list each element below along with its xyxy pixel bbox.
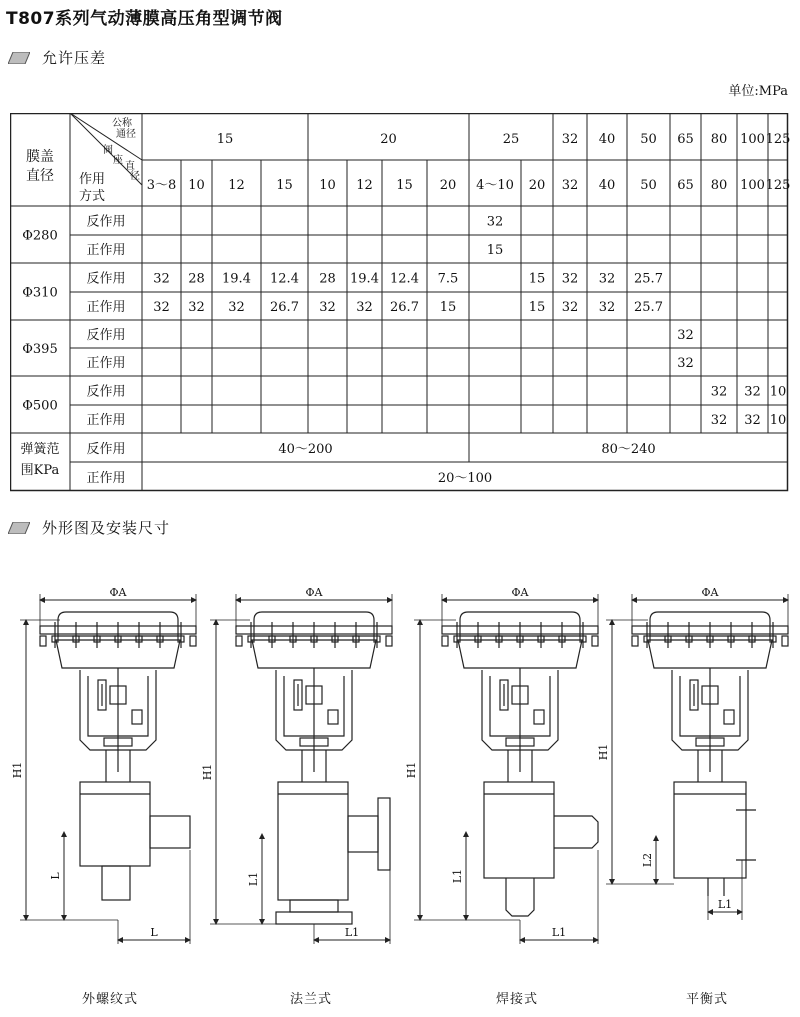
pressure-value: 12.4 (390, 271, 419, 287)
spring-range: 40～200 (278, 442, 333, 457)
seat-size: 10 (188, 178, 205, 193)
dim-H1: H1 (405, 761, 418, 779)
seat-size: 10 (319, 178, 336, 193)
pressure-value: 32 (677, 356, 694, 371)
caption-balanced: 平衡式 (686, 992, 729, 1007)
nominal-size: 40 (598, 132, 616, 147)
section-heading-pressure (8, 47, 106, 68)
diag-label: 径 (130, 171, 140, 182)
side-bolt (40, 636, 46, 646)
drawing-welded (405, 586, 598, 944)
side-bolt (782, 636, 788, 646)
bottom-weld-end (506, 878, 534, 916)
dim-phiA: ΦA (305, 586, 323, 599)
valve-body (674, 782, 746, 878)
pressure-value: 32 (744, 384, 761, 400)
pressure-value: 32 (710, 384, 728, 400)
nominal-size: 25 (502, 132, 520, 147)
bottom-neck (290, 900, 338, 912)
valve-body (484, 782, 554, 878)
header-diameter: 直径 (26, 168, 54, 184)
pressure-value: 15 (439, 300, 457, 315)
seat-size: 32 (561, 178, 579, 193)
dim-phiA: ΦA (701, 586, 719, 599)
side-bolt (236, 636, 242, 646)
seat-size: 65 (677, 178, 694, 193)
action-type: 正作用 (86, 243, 126, 258)
pressure-value: 32 (486, 214, 504, 230)
drawing-threaded (11, 586, 196, 944)
nominal-size: 65 (677, 132, 694, 147)
dim-L1: L1 (451, 868, 464, 884)
pressure-value: 19.4 (222, 271, 251, 287)
pressure-value: 28 (319, 271, 336, 287)
pressure-value: 32 (153, 271, 170, 287)
pressure-value: 15 (528, 300, 546, 315)
header-membrane: 膜盖 (26, 149, 54, 165)
membrane-diameter: Φ280 (22, 228, 58, 244)
pressure-value: 15 (528, 271, 546, 287)
dim-L1: L1 (717, 898, 733, 911)
valve-drawings (0, 560, 800, 980)
seat-size: 3～8 (146, 178, 177, 193)
action-type: 反作用 (86, 442, 126, 457)
dim-L: L (150, 926, 158, 939)
side-bolt (592, 636, 598, 646)
spring-range: 20～100 (437, 471, 493, 486)
action-type: 反作用 (86, 384, 126, 400)
side-port-threaded (150, 816, 190, 848)
pressure-value: 12.4 (270, 271, 299, 287)
pressure-value: 15 (486, 243, 504, 258)
parallelogram-icon (8, 52, 30, 64)
seat-size: 80 (710, 178, 728, 193)
nominal-size: 32 (561, 132, 579, 147)
nominal-size: 15 (216, 132, 234, 147)
parallelogram-icon (8, 522, 30, 534)
dim-H1: H1 (597, 743, 610, 761)
nominal-size: 100 (740, 132, 765, 147)
indicator (132, 710, 142, 724)
pressure-value: 25.7 (634, 271, 663, 287)
bottom-flange (276, 912, 352, 924)
action-type: 正作用 (86, 471, 126, 486)
seat-size: 15 (396, 178, 413, 193)
seat-size: 12 (356, 178, 373, 193)
section-title: 外形图及安装尺寸 (42, 519, 171, 537)
pressure-value: 32 (188, 300, 205, 315)
spring-range: 80～240 (601, 442, 656, 457)
pressure-value: 32 (228, 300, 245, 315)
dim-L1: L1 (247, 871, 260, 887)
seat-size: 100 (740, 178, 765, 193)
pressure-value: 19.4 (350, 271, 379, 287)
side-weld-end (554, 816, 598, 848)
action-type: 反作用 (86, 214, 126, 230)
caption-flanged: 法兰式 (290, 992, 333, 1007)
seat-size: 15 (276, 178, 293, 193)
pressure-value: 25.7 (634, 300, 663, 315)
action-type: 反作用 (86, 328, 126, 343)
seat-size: 125 (765, 178, 791, 193)
diag-label: 作用 (78, 172, 106, 187)
side-flange (378, 798, 390, 870)
seat-size: 50 (640, 178, 657, 193)
nominal-size: 125 (765, 132, 791, 147)
dim-L1: L1 (344, 926, 360, 939)
pressure-value: 32 (710, 413, 728, 428)
pressure-value: 26.7 (270, 300, 299, 315)
seat-size: 20 (439, 178, 457, 193)
drawing-balanced (597, 586, 788, 920)
drawing-flanged (201, 586, 392, 944)
pressure-value: 32 (598, 271, 616, 287)
side-bolt (632, 636, 638, 646)
action-type: 正作用 (86, 300, 126, 315)
caption-threaded: 外螺纹式 (82, 992, 139, 1007)
dim-H1: H1 (201, 763, 214, 781)
action-type: 反作用 (86, 271, 126, 287)
diag-label: 阀 (103, 145, 113, 156)
dim-L: L (49, 872, 62, 880)
membrane-diameter: Φ500 (22, 398, 58, 414)
dim-phiA: ΦA (109, 586, 127, 599)
pressure-value: 32 (598, 300, 616, 315)
indicator (724, 710, 734, 724)
dim-L2: L2 (641, 852, 654, 868)
nominal-size: 20 (380, 132, 397, 147)
pressure-value: 32 (561, 271, 579, 287)
action-type: 正作用 (86, 413, 126, 428)
pressure-value: 32 (561, 300, 579, 315)
section-title: 允许压差 (42, 49, 107, 67)
pressure-table (10, 113, 792, 493)
pressure-value: 32 (356, 300, 373, 315)
unit-label: 单位:MPa (728, 84, 788, 99)
diag-label: 通径 (116, 129, 136, 140)
side-bolt (442, 636, 448, 646)
bottom-port-threaded (102, 866, 130, 900)
dim-L1: L1 (551, 926, 567, 939)
indicator (328, 710, 338, 724)
pressure-value: 7.5 (437, 271, 459, 287)
membrane-diameter: Φ310 (22, 285, 58, 301)
action-type: 正作用 (86, 356, 126, 371)
diag-label: 公称 (112, 118, 132, 129)
diag-label: 座 (113, 155, 123, 166)
pressure-value: 26.7 (390, 300, 419, 315)
pressure-value: 28 (188, 271, 205, 287)
seat-size: 20 (528, 178, 546, 193)
seat-size: 4～10 (476, 178, 514, 193)
pressure-value: 32 (319, 300, 336, 315)
diag-label: 方式 (78, 189, 106, 204)
side-bolt (190, 636, 196, 646)
dim-H1: H1 (11, 761, 24, 779)
page-title: T807系列气动薄膜高压角型调节阀 (6, 9, 283, 29)
pressure-value: 10 (769, 413, 787, 428)
side-bolt (386, 636, 392, 646)
spring-label: 围KPa (20, 463, 60, 478)
spring-label: 弹簧范 (20, 442, 60, 457)
nominal-size: 50 (640, 132, 657, 147)
dim-phiA: ΦA (511, 586, 529, 599)
seat-size: 40 (598, 178, 616, 193)
pressure-value: 10 (769, 384, 787, 400)
pressure-value: 32 (153, 300, 170, 315)
pressure-value: 32 (677, 328, 694, 343)
indicator (534, 710, 544, 724)
seat-size: 12 (228, 178, 245, 193)
valve-body (278, 782, 348, 900)
caption-welded: 焊接式 (496, 992, 539, 1007)
section-heading-dimensions (8, 517, 170, 538)
pressure-value: 32 (744, 413, 761, 428)
nominal-size: 80 (710, 132, 728, 147)
diag-label: 直 (125, 161, 135, 172)
side-neck (348, 816, 378, 852)
membrane-diameter: Φ395 (22, 342, 58, 357)
